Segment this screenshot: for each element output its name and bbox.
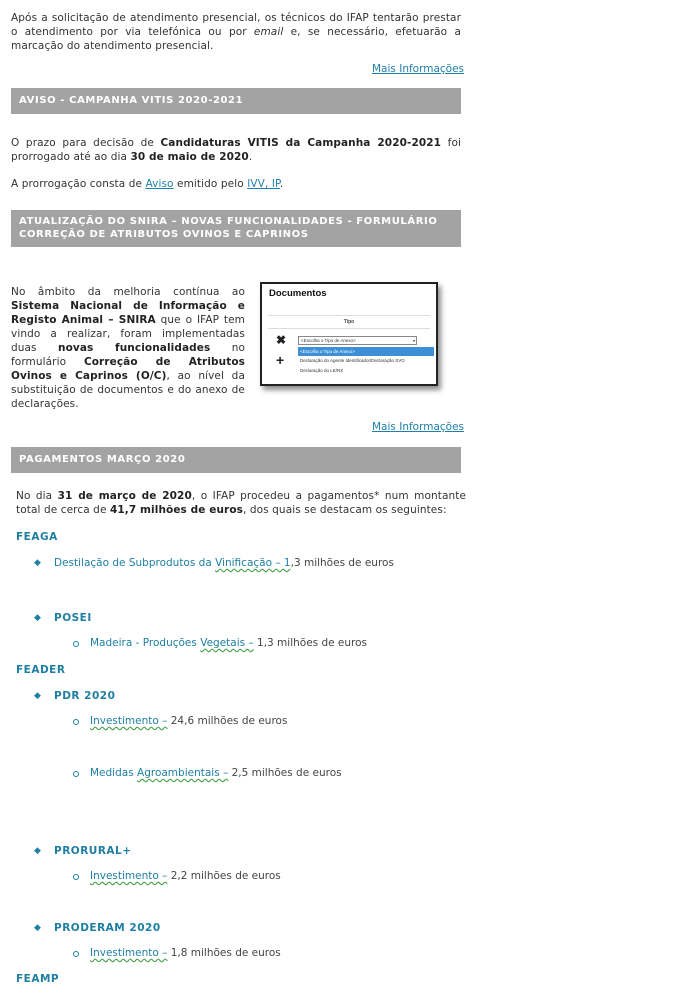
- prorural-item-b: 2,2 milhões de euros: [167, 870, 281, 882]
- vitis-paragraph-2: [11, 177, 461, 191]
- payments-paragraph: [16, 489, 466, 517]
- feaga-item-b: Vinificação – 1: [215, 557, 291, 569]
- snira-paragraph: [11, 285, 245, 411]
- snira-t1: No âmbito da melhoria contínua ao: [11, 286, 245, 298]
- vitis-paragraph-1: [11, 136, 461, 164]
- select-value: <Escolha o Tipo de Anexo>: [301, 338, 356, 343]
- prorural-item-a: Investimento –: [90, 870, 168, 882]
- bullet-icon: ◆: [34, 923, 41, 933]
- vitis-deadline: 30 de maio de 2020: [130, 151, 249, 163]
- snira-t5: no formulário: [11, 342, 246, 368]
- posei-item-a: Madeira - Produções: [90, 637, 201, 649]
- snira-banner-line-2: CORREÇÃO DE ATRIBUTOS OVINOS E CAPRINOS: [19, 229, 309, 240]
- select-option: Declaração do LE/RZ: [300, 368, 344, 373]
- vitis-p1-e: .: [248, 151, 253, 163]
- posei-item-c: 1,3 milhões de euros: [253, 637, 368, 649]
- circle-bullet-icon: [73, 719, 79, 725]
- circle-bullet-icon: [73, 951, 79, 957]
- vitis-banner: [11, 88, 461, 114]
- snira-system-name: Sistema Nacional de Informação e Registo Animal – SNIRA: [11, 300, 245, 326]
- proderam-heading: PRODERAM 2020: [54, 922, 161, 934]
- snira-banner: [11, 210, 461, 247]
- bullet-icon: ◆: [34, 691, 41, 701]
- documents-title: Documentos: [269, 288, 327, 299]
- intro-text-2: e, se necessário, efetuarão a marcação do atendimento presencial.: [11, 26, 461, 52]
- payments-banner: [11, 447, 461, 473]
- feamp-heading: FEAMP: [16, 973, 60, 985]
- proderam-item-b: 1,8 milhões de euros: [167, 947, 281, 959]
- snira-new-features: novas funcionalidades: [58, 342, 211, 354]
- intro-email: email: [253, 26, 284, 38]
- snira-t7: , ao nível da substituição de documentos e do anexo de declarações.: [11, 370, 245, 410]
- snira-banner-line-1: ATUALIZAÇÃO DO SNIRA – NOVAS FUNCIONALIDADES - FORMULÁRIO: [19, 216, 438, 227]
- payments-banner-text: PAGAMENTOS MARÇO 2020: [19, 454, 186, 465]
- remove-icon: ✖: [276, 333, 287, 347]
- pdr-item2-c: 2,5 milhões de euros: [228, 767, 342, 779]
- aviso-link[interactable]: Aviso: [145, 178, 174, 190]
- vitis-candidaturas: Candidaturas VITIS da Campanha 2020-2021: [160, 137, 442, 149]
- snira-more-info-link[interactable]: Mais Informações: [372, 421, 465, 433]
- posei-item-b: Vegetais –: [200, 637, 254, 649]
- payments-p-e: , dos quais se destacam os seguintes:: [243, 504, 447, 516]
- payments-total: 41,7 milhões de euros: [109, 504, 243, 516]
- bullet-icon: ◆: [34, 558, 41, 568]
- vitis-p1-a: O prazo para decisão de: [11, 137, 161, 149]
- intro-text-1: Após a solicitação de atendimento presencial, os técnicos do IFAP tentarão prestar o atendimento por via telefónica ou por: [11, 12, 461, 38]
- vitis-banner-text: AVISO - CAMPANHA VITIS 2020-2021: [19, 95, 244, 106]
- prorural-heading: PRORURAL+: [54, 845, 132, 857]
- payments-date: 31 de março de 2020: [57, 490, 192, 502]
- pdr-item1-b: 24,6 milhões de euros: [167, 715, 288, 727]
- posei-heading: POSEI: [54, 612, 92, 624]
- add-icon: +: [276, 352, 285, 368]
- proderam-item-a: Investimento –: [90, 947, 168, 959]
- pdr-item1-a: Investimento –: [90, 715, 168, 727]
- circle-bullet-icon: [73, 874, 79, 880]
- circle-bullet-icon: [73, 641, 79, 647]
- intro-more-info-link[interactable]: Mais Informações: [372, 63, 465, 75]
- vitis-p1-c: foi prorrogado até ao dia: [11, 137, 462, 163]
- payments-p-a: No dia: [16, 490, 58, 502]
- feader-heading: FEADER: [16, 664, 66, 676]
- select-option: <Escolha o Tipo de Anexo>: [298, 347, 434, 356]
- ivv-link[interactable]: IVV, IP: [247, 178, 280, 190]
- intro-paragraph: [11, 11, 461, 53]
- pdr-item2-a: Medidas: [90, 767, 138, 779]
- documents-column-header: Tipo: [268, 315, 430, 329]
- vitis-p2-b: emitido pelo: [173, 178, 248, 190]
- circle-bullet-icon: [73, 771, 79, 777]
- pdr-heading: PDR 2020: [54, 690, 116, 702]
- feaga-item-c: ,3 milhões de euros: [290, 557, 394, 569]
- attachment-type-select: [298, 336, 417, 345]
- bullet-icon: ◆: [34, 613, 41, 623]
- feaga-heading: FEAGA: [16, 531, 58, 543]
- snira-form-name: Correção de Atributos Ovinos e Caprinos (O/C): [11, 356, 245, 382]
- vitis-p2-a: A prorrogação consta de: [11, 178, 146, 190]
- vitis-p2-c: .: [279, 178, 284, 190]
- pdr-item2-b: Agroambientais –: [137, 767, 229, 779]
- select-option: Declaração do Agente Identificador/Declaração SVO: [300, 358, 405, 363]
- snira-t3: que o IFAP tem vindo a realizar, foram implementadas duas: [11, 314, 246, 354]
- documents-screenshot: [260, 282, 438, 386]
- payments-p-c: , o IFAP procedeu a pagamentos* num montante total de cerca de: [16, 490, 467, 516]
- feaga-item-a: Destilação de Subprodutos da: [54, 557, 216, 569]
- bullet-icon: ◆: [34, 846, 41, 856]
- chevron-down-icon: ▾: [412, 338, 415, 343]
